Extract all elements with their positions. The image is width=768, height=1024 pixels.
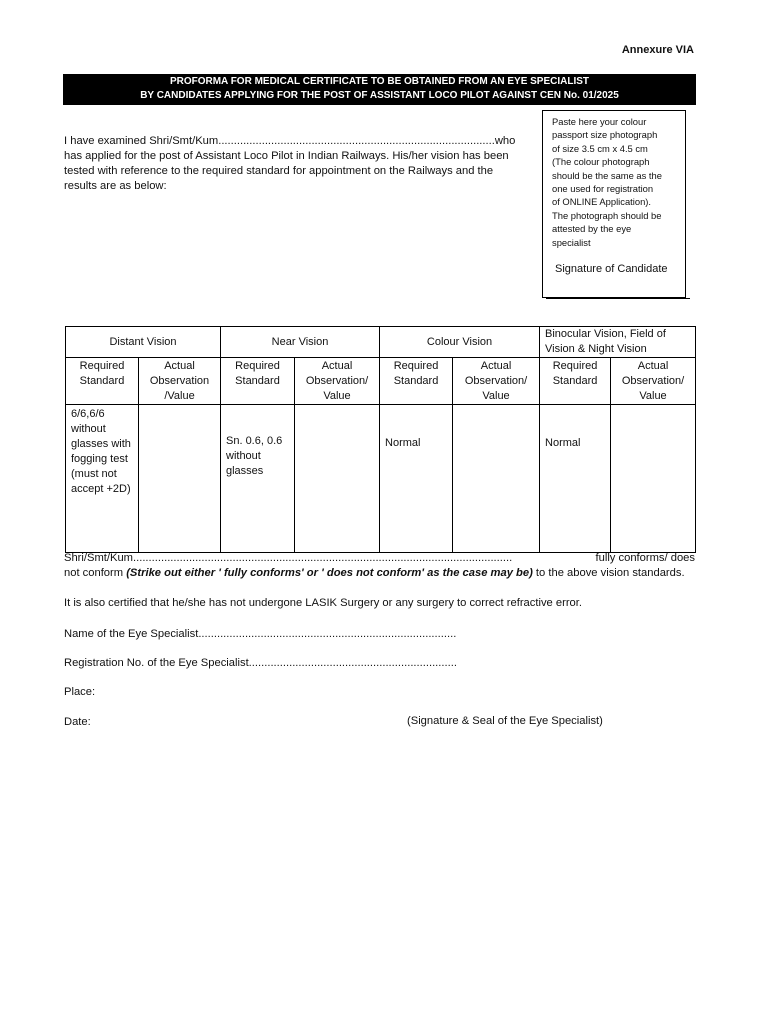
lasik-certification: It is also certified that he/she has not undergone LASIK Surgery or any surgery to correct refractive error. xyxy=(64,597,582,609)
photo-instruction-line: should be the same as the xyxy=(552,169,662,181)
photo-instruction-line: The photograph should be xyxy=(552,209,662,221)
table-row xyxy=(66,405,696,553)
near-vision-required-value: Sn. 0.6, 0.6 without glasses xyxy=(221,405,295,553)
photo-instruction-line: (The colour photograph xyxy=(552,156,650,168)
distant-vision-observation-cell[interactable] xyxy=(139,405,221,553)
colour-vision-required-value: Normal xyxy=(380,405,453,553)
subheader-required-standard: Required Standard xyxy=(221,358,295,405)
candidate-name-blank[interactable]: Shri/Smt/Kum.......................................................................................................................... xyxy=(64,552,513,564)
subheader-actual-observation: Actual Observation/ Value xyxy=(453,358,540,405)
does-not-conform-text: not conform xyxy=(64,567,127,579)
candidate-signature-label: Signature of Candidate xyxy=(555,263,668,276)
subheader-required-standard: Required Standard xyxy=(540,358,611,405)
signature-seal-label: (Signature & Seal of the Eye Specialist) xyxy=(407,715,603,727)
binocular-vision-required-value: Normal xyxy=(540,405,611,553)
header-distant-vision: Distant Vision xyxy=(66,327,221,358)
table-subheader-row xyxy=(66,358,696,405)
distant-vision-required-value: 6/6,6/6 without glasses with fogging test (must not accept +2D) xyxy=(66,405,139,553)
photo-instruction-line: specialist xyxy=(552,236,591,248)
subheader-actual-observation: Actual Observation/ Value xyxy=(611,358,696,405)
header-binocular-vision: Binocular Vision, Field of Vision & Night Vision xyxy=(540,327,696,358)
header-colour-vision: Colour Vision xyxy=(380,327,540,358)
photo-box-underline xyxy=(546,298,690,299)
eye-specialist-name-field[interactable]: Name of the Eye Specialist................................................................................... xyxy=(64,628,457,640)
photo-instruction-line: Paste here your colour xyxy=(552,116,647,127)
subheader-required-standard: Required Standard xyxy=(380,358,453,405)
intro-paragraph xyxy=(64,134,532,194)
form-title-line-1: PROFORMA FOR MEDICAL CERTIFICATE TO BE OBTAINED FROM AN EYE SPECIALIST xyxy=(169,76,590,87)
strike-out-instruction: (Strike out either ' fully conforms' or ' does not conform' as the case may be) xyxy=(126,567,533,579)
binocular-vision-observation-cell[interactable] xyxy=(611,405,696,553)
form-title-banner xyxy=(63,74,696,105)
registration-number-field[interactable]: Registration No. of the Eye Specialist................................................................... xyxy=(64,657,457,669)
photo-instruction-line: one used for registration xyxy=(552,183,654,195)
near-vision-observation-cell[interactable] xyxy=(295,405,380,553)
vision-standards-table xyxy=(65,326,696,553)
photograph-box xyxy=(542,110,686,298)
table-header-row xyxy=(66,327,696,358)
intro-line-4: results are as below: xyxy=(64,180,167,192)
subheader-required-standard: Required Standard xyxy=(66,358,139,405)
place-field[interactable]: Place: xyxy=(64,686,96,698)
colour-vision-observation-cell[interactable] xyxy=(453,405,540,553)
header-near-vision: Near Vision xyxy=(221,327,380,358)
annexure-label: Annexure VIA xyxy=(621,44,694,56)
photo-instruction-line: passport size photograph xyxy=(552,129,658,141)
fully-conforms-text: fully conforms/ does xyxy=(595,552,695,564)
photo-instruction-line: attested by the eye xyxy=(552,223,632,235)
conformity-statement xyxy=(64,551,695,581)
subheader-actual-observation: Actual Observation/ Value xyxy=(295,358,380,405)
vision-standards-text: to the above vision standards. xyxy=(532,567,685,579)
photo-instruction-line: of ONLINE Application). xyxy=(552,196,652,208)
form-title-line-2: BY CANDIDATES APPLYING FOR THE POST OF ASSISTANT LOCO PILOT AGAINST CEN No. 01/2025 xyxy=(140,90,619,101)
date-field[interactable]: Date: xyxy=(64,716,91,728)
intro-line-2: has applied for the post of Assistant Loco Pilot in Indian Railways. His/her vision has been xyxy=(64,150,509,162)
intro-line-3: tested with reference to the required standard for appointment on the Railways and the xyxy=(64,165,494,177)
intro-line-1: I have examined Shri/Smt/Kum.........................................................................................who xyxy=(64,135,516,147)
subheader-actual-observation: Actual Observation /Value xyxy=(139,358,221,405)
photo-instruction-line: of size 3.5 cm x 4.5 cm xyxy=(552,142,648,154)
